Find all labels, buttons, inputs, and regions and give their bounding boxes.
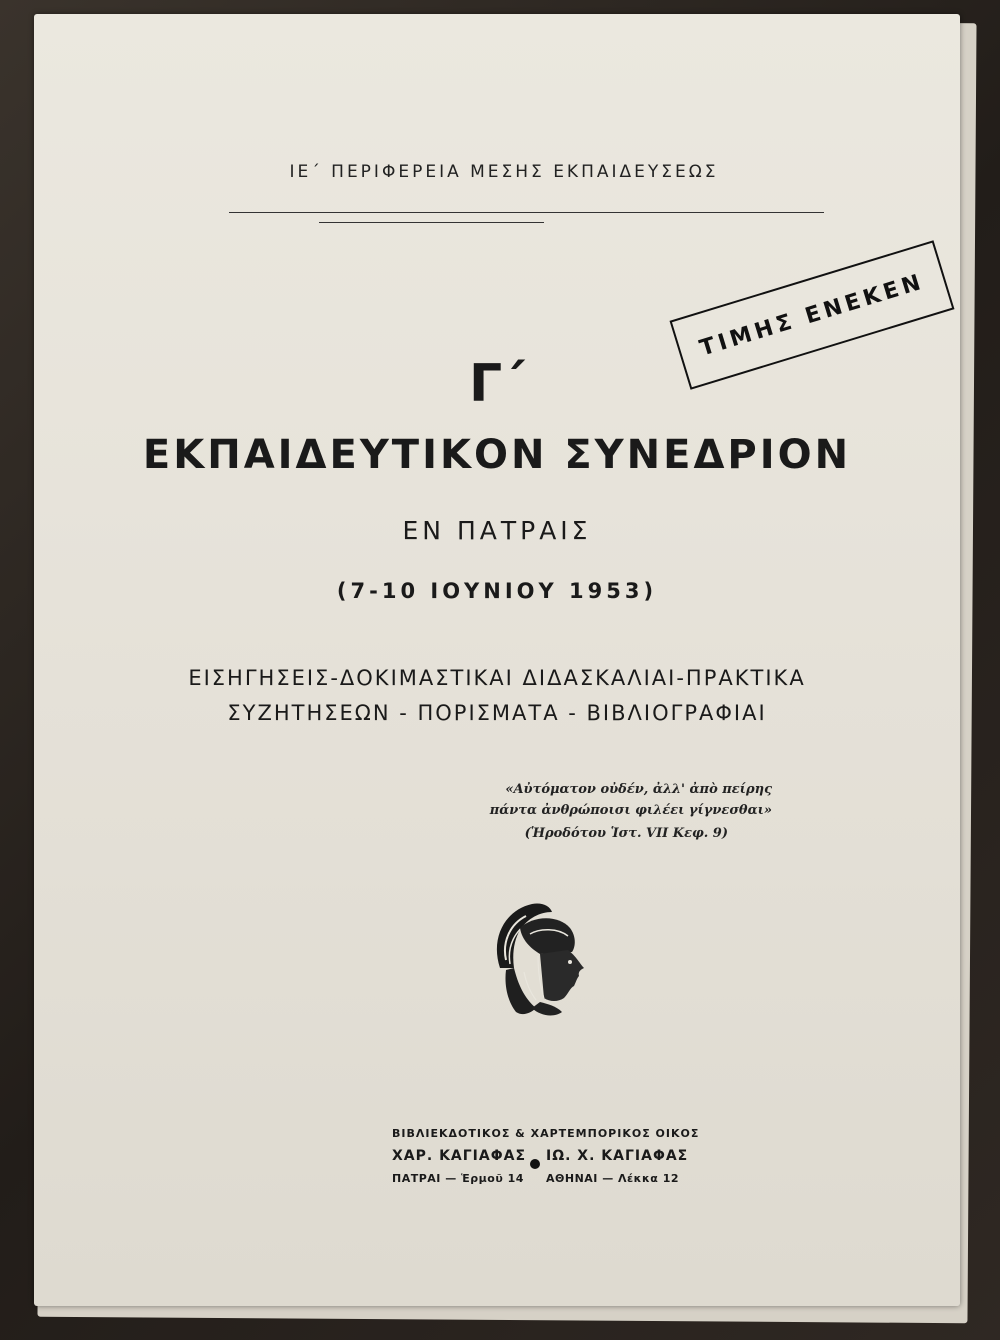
epigraph-line-1: «Αὐτόματον οὐδέν, ἀλλ' ἀπὸ πείρης [505,782,772,797]
address-right: ΑΘΗΝΑΙ — Λέκκα 12 [546,1172,680,1185]
bullet-dot-icon [530,1159,540,1169]
conference-city: ΕΝ ΠΑΤΡΑΙΣ [402,516,592,545]
book-cover [34,14,960,1306]
conference-dates: (7-10 ΙΟΥΝΙΟΥ 1953) [336,579,658,603]
publisher-line: ΒΙΒΛΙΕΚΔΟΤΙΚΟΣ & ΧΑΡΤΕΜΠΟΡΙΚΟΣ ΟΙΚΟΣ [392,1127,700,1140]
page-title: ΕΚΠΑΙΔΕΥΤΙΚΟΝ ΣΥΝΕΔΡΙΟΝ [142,432,852,478]
epigraph-line-2: πάντα ἀνθρώποισι φιλέει γίγνεσθαι» [489,803,772,818]
heading-rule [229,212,824,213]
honor-stamp: ΤΙΜΗΣ ΕΝΕΚΕΝ [670,240,955,390]
address-left: ΠΑΤΡΑΙ — Ἑρμοῦ 14 [392,1172,524,1185]
athena-head-emblem-icon [480,898,590,1023]
publisher-name-right: ΙΩ. Χ. ΚΑΓΙΑΦΑΣ [546,1148,689,1164]
epigraph-source: (Ἡροδότου Ἱστ. VII Κεφ. 9) [524,826,728,841]
contents-line-2: ΣΥΖΗΤΗΣΕΩΝ - ΠΟΡΙΣΜΑΤΑ - ΒΙΒΛΙΟΓΡΑΦΙΑΙ [227,701,767,725]
conference-numeral: Γ΄ [468,354,526,414]
publisher-name-left: ΧΑΡ. ΚΑΓΙΑΦΑΣ [392,1148,527,1164]
contents-line-1: ΕΙΣΗΓΗΣΕΙΣ-ΔΟΚΙΜΑΣΤΙΚΑΙ ΔΙΔΑΣΚΑΛΙΑΙ-ΠΡΑΚΤΙΚΑ [188,666,806,690]
region-heading: ΙΕ΄ ΠΕΡΙΦΕΡΕΙΑ ΜΕΣΗΣ ΕΚΠΑΙΔΕΥΣΕΩΣ [289,162,719,182]
heading-rule-short [319,222,544,223]
